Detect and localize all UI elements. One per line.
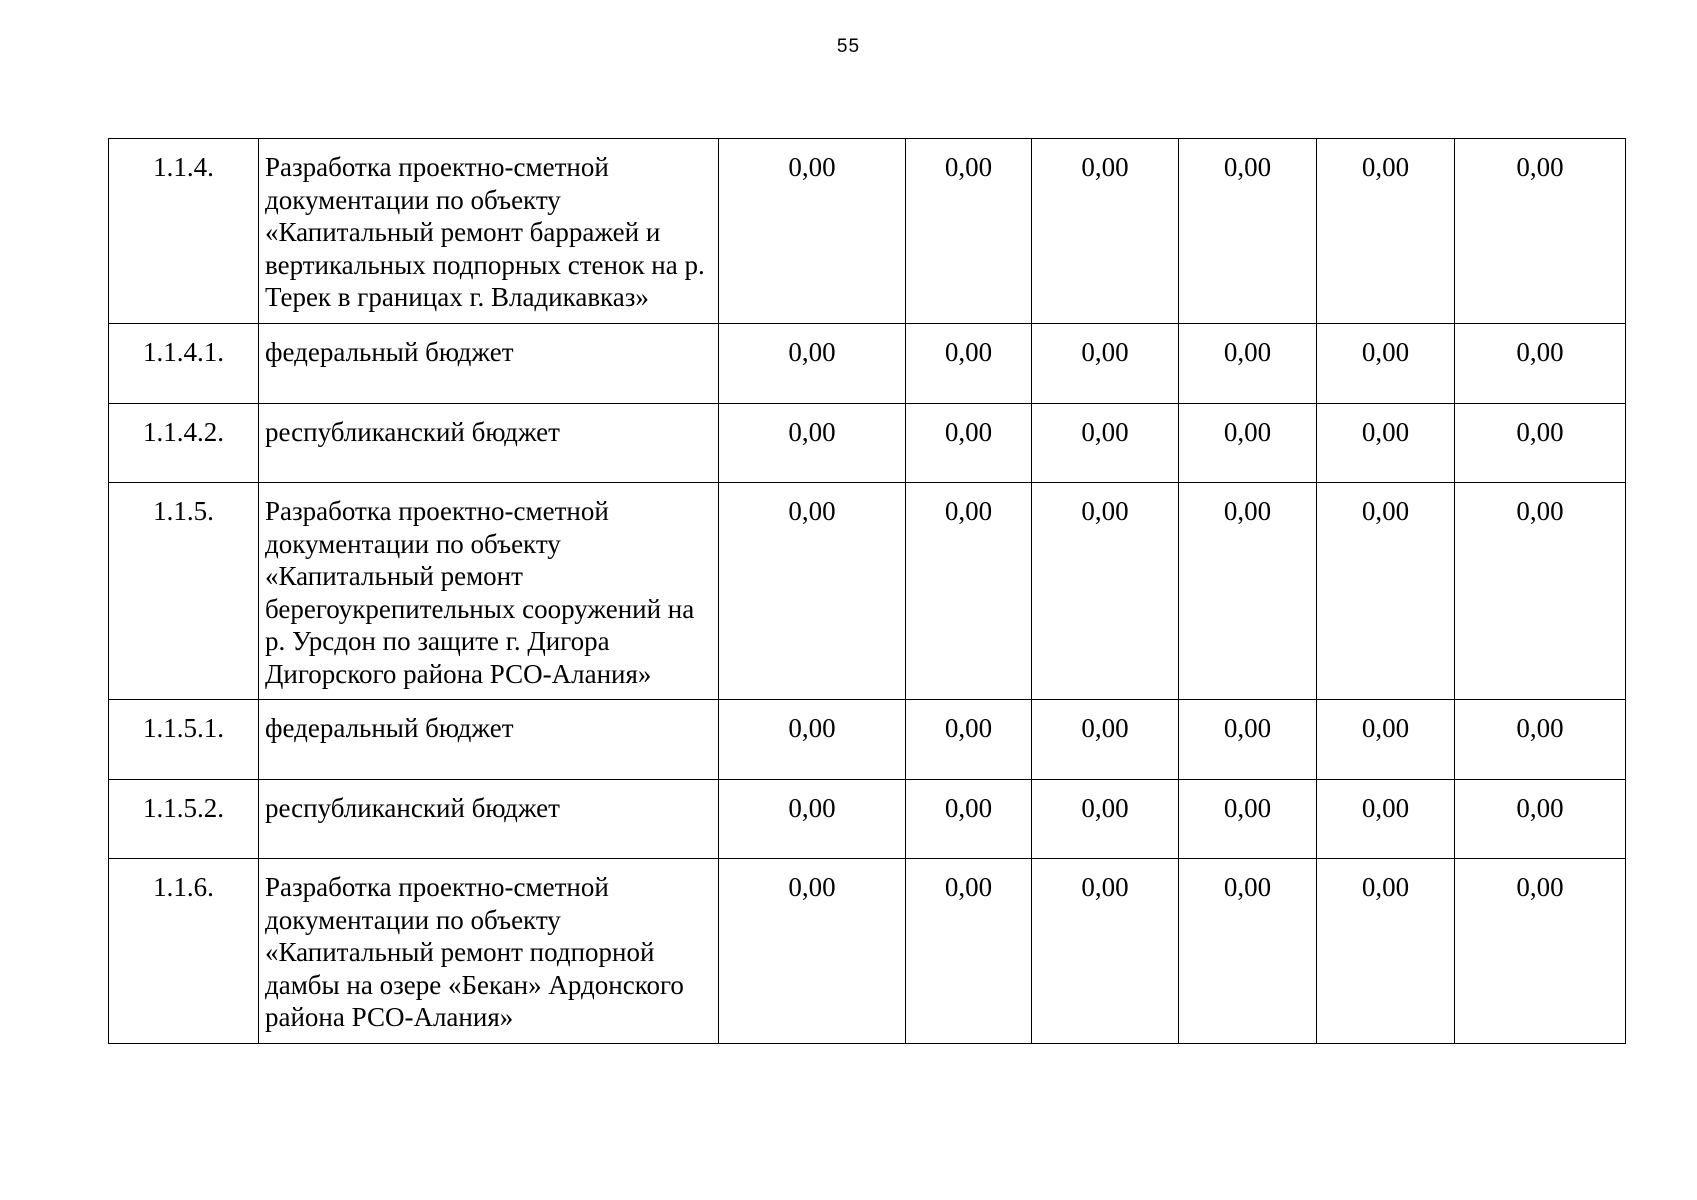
table-row [109, 483, 1626, 700]
value-cell: 0,00 [1179, 404, 1317, 483]
value-cell: 0,00 [906, 324, 1032, 404]
value-cell: 0,00 [1032, 139, 1179, 324]
value-cell: 0,00 [1455, 859, 1626, 1044]
table-row [109, 404, 1626, 483]
row-description: республиканский бюджет [259, 404, 719, 483]
value-cell: 0,00 [1455, 324, 1626, 404]
value-cell: 0,00 [1455, 404, 1626, 483]
row-number: 1.1.5.1. [109, 700, 259, 780]
value-cell: 0,00 [906, 404, 1032, 483]
row-description: Разработка проектно-сметной документации по объекту «Капитальный ремонт подпорной дамбы на озере «Бекан» Ардонского района РСО-Алания» [259, 859, 719, 1044]
value-cell: 0,00 [906, 139, 1032, 324]
value-cell: 0,00 [906, 700, 1032, 780]
row-number: 1.1.4.2. [109, 404, 259, 483]
value-cell: 0,00 [1455, 483, 1626, 700]
value-cell: 0,00 [1179, 780, 1317, 859]
value-cell: 0,00 [1317, 139, 1455, 324]
row-description: федеральный бюджет [259, 700, 719, 780]
value-cell: 0,00 [906, 780, 1032, 859]
value-cell: 0,00 [1179, 700, 1317, 780]
table-row [109, 780, 1626, 859]
value-cell: 0,00 [719, 700, 906, 780]
table-row [109, 324, 1626, 404]
value-cell: 0,00 [1317, 483, 1455, 700]
table-row [109, 700, 1626, 780]
value-cell: 0,00 [1317, 700, 1455, 780]
value-cell: 0,00 [1179, 859, 1317, 1044]
row-number: 1.1.5.2. [109, 780, 259, 859]
value-cell: 0,00 [719, 139, 906, 324]
row-description: федеральный бюджет [259, 324, 719, 404]
row-number: 1.1.4. [109, 139, 259, 324]
value-cell: 0,00 [1317, 859, 1455, 1044]
value-cell: 0,00 [1032, 483, 1179, 700]
value-cell: 0,00 [1317, 780, 1455, 859]
row-number: 1.1.5. [109, 483, 259, 700]
row-number: 1.1.6. [109, 859, 259, 1044]
value-cell: 0,00 [906, 859, 1032, 1044]
value-cell: 0,00 [719, 483, 906, 700]
value-cell: 0,00 [719, 780, 906, 859]
value-cell: 0,00 [1317, 404, 1455, 483]
table-row [109, 859, 1626, 1044]
value-cell: 0,00 [719, 859, 906, 1044]
page-number: 55 [836, 36, 861, 57]
value-cell: 0,00 [1032, 780, 1179, 859]
value-cell: 0,00 [1032, 859, 1179, 1044]
value-cell: 0,00 [1179, 324, 1317, 404]
row-description: Разработка проектно-сметной документации по объекту «Капитальный ремонт барражей и вертикальных подпорных стенок на р. Терек в границах г. Владикавказ» [259, 139, 719, 324]
row-description: республиканский бюджет [259, 780, 719, 859]
row-number: 1.1.4.1. [109, 324, 259, 404]
value-cell: 0,00 [719, 404, 906, 483]
value-cell: 0,00 [1455, 139, 1626, 324]
value-cell: 0,00 [1455, 700, 1626, 780]
value-cell: 0,00 [719, 324, 906, 404]
value-cell: 0,00 [1032, 700, 1179, 780]
value-cell: 0,00 [906, 483, 1032, 700]
value-cell: 0,00 [1179, 483, 1317, 700]
row-description: Разработка проектно-сметной документации по объекту «Капитальный ремонт берегоукрепительных сооружений на р. Урсдон по защите г. Дигора Дигорского района РСО-Алания» [259, 483, 719, 700]
value-cell: 0,00 [1032, 324, 1179, 404]
value-cell: 0,00 [1317, 324, 1455, 404]
table-row [109, 139, 1626, 324]
value-cell: 0,00 [1032, 404, 1179, 483]
value-cell: 0,00 [1179, 139, 1317, 324]
value-cell: 0,00 [1455, 780, 1626, 859]
budget-table [108, 138, 1626, 1044]
